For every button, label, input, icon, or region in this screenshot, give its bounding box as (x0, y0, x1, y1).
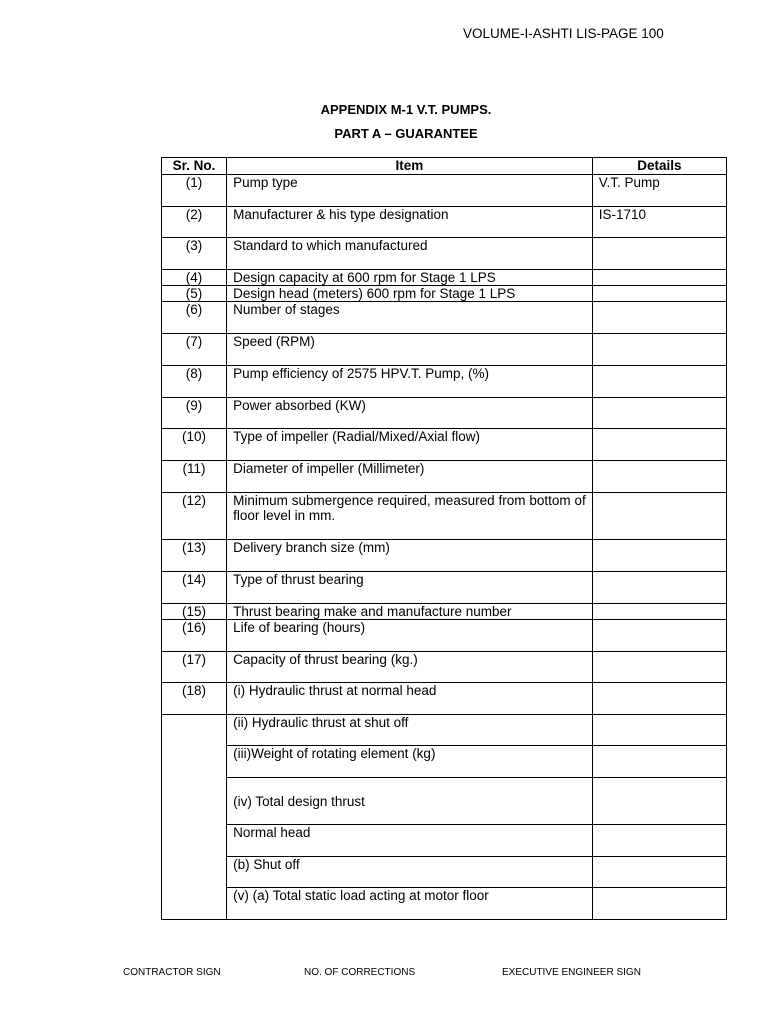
table-row (162, 715, 727, 746)
details-cell (592, 652, 726, 683)
table-row (162, 270, 727, 286)
sr-cell (162, 778, 227, 825)
details-cell (592, 620, 726, 652)
table-row (162, 857, 727, 888)
sr-cell (162, 857, 227, 888)
details-cell (592, 238, 726, 270)
table-row (162, 778, 727, 825)
corrections-label: NO. OF CORRECTIONS (304, 967, 416, 978)
item-cell: Manufacturer & his type designation (227, 207, 593, 238)
guarantee-table (161, 157, 727, 920)
item-cell: Pump efficiency of 2575 HPV.T. Pump, (%) (227, 366, 593, 398)
sr-cell (162, 825, 227, 857)
item-cell: (iv) Total design thrust (227, 778, 593, 825)
sr-cell: (16) (162, 620, 227, 652)
sr-cell (162, 888, 227, 920)
page-reference: VOLUME-I-ASHTI LIS-PAGE 100 (463, 26, 664, 41)
details-cell (592, 778, 726, 825)
item-cell: (iii)Weight of rotating element (kg) (227, 746, 593, 778)
item-cell: (ii) Hydraulic thrust at shut off (227, 715, 593, 746)
item-cell: Number of stages (227, 302, 593, 334)
details-cell (592, 715, 726, 746)
table-row (162, 334, 727, 366)
item-cell: (b) Shut off (227, 857, 593, 888)
item-cell: (i) Hydraulic thrust at normal head (227, 683, 593, 715)
item-cell: Power absorbed (KW) (227, 398, 593, 429)
item-cell: (v) (a) Total static load acting at motor floor (227, 888, 593, 920)
details-cell (592, 493, 726, 540)
part-title: PART A – GUARANTEE (334, 126, 478, 141)
sr-cell: (14) (162, 572, 227, 604)
details-cell (592, 366, 726, 398)
sr-cell: (12) (162, 493, 227, 540)
item-cell: Type of thrust bearing (227, 572, 593, 604)
sr-cell: (10) (162, 429, 227, 461)
details-cell (592, 429, 726, 461)
engineer-sign-label: EXECUTIVE ENGINEER SIGN (502, 967, 641, 978)
item-cell: Thrust bearing make and manufacture number (227, 604, 593, 620)
table-row (162, 238, 727, 270)
header-details: Details (592, 158, 726, 175)
details-cell: V.T. Pump (592, 175, 726, 207)
table-row (162, 746, 727, 778)
table-row (162, 461, 727, 493)
table-row (162, 207, 727, 238)
item-cell: Speed (RPM) (227, 334, 593, 366)
table-row (162, 652, 727, 683)
details-cell (592, 398, 726, 429)
details-cell (592, 888, 726, 920)
details-cell (592, 825, 726, 857)
item-cell: Delivery branch size (mm) (227, 540, 593, 572)
header-item: Item (227, 158, 593, 175)
table-row (162, 572, 727, 604)
sr-cell: (8) (162, 366, 227, 398)
item-cell: Normal head (227, 825, 593, 857)
table-row (162, 175, 727, 207)
details-cell (592, 302, 726, 334)
sr-cell: (9) (162, 398, 227, 429)
table-row (162, 825, 727, 857)
sr-cell (162, 715, 227, 746)
item-cell: Minimum submergence required, measured from bottom of floor level in mm. (227, 493, 593, 540)
table-header-row (162, 158, 727, 175)
details-cell (592, 746, 726, 778)
details-cell (592, 270, 726, 286)
details-cell (592, 604, 726, 620)
details-cell (592, 334, 726, 366)
sr-cell: (6) (162, 302, 227, 334)
details-cell: IS-1710 (592, 207, 726, 238)
sr-cell: (11) (162, 461, 227, 493)
table-row (162, 429, 727, 461)
contractor-sign-label: CONTRACTOR SIGN (123, 967, 221, 978)
sr-cell: (18) (162, 683, 227, 715)
item-cell: Life of bearing (hours) (227, 620, 593, 652)
sr-cell: (13) (162, 540, 227, 572)
item-cell: Pump type (227, 175, 593, 207)
item-cell: Capacity of thrust bearing (kg.) (227, 652, 593, 683)
item-cell: Type of impeller (Radial/Mixed/Axial flow) (227, 429, 593, 461)
sr-cell: (15) (162, 604, 227, 620)
details-cell (592, 286, 726, 302)
sr-cell: (3) (162, 238, 227, 270)
table-row (162, 398, 727, 429)
details-cell (592, 857, 726, 888)
table-row (162, 888, 727, 920)
item-cell: Diameter of impeller (Millimeter) (227, 461, 593, 493)
appendix-title: APPENDIX M-1 V.T. PUMPS. (320, 102, 492, 117)
sr-cell: (2) (162, 207, 227, 238)
sr-cell: (4) (162, 270, 227, 286)
sr-cell: (17) (162, 652, 227, 683)
sr-cell: (5) (162, 286, 227, 302)
item-cell: Standard to which manufactured (227, 238, 593, 270)
table-row (162, 540, 727, 572)
table-row (162, 302, 727, 334)
sr-cell (162, 746, 227, 778)
details-cell (592, 540, 726, 572)
details-cell (592, 572, 726, 604)
sr-cell: (1) (162, 175, 227, 207)
details-cell (592, 461, 726, 493)
table-row (162, 493, 727, 540)
details-cell (592, 683, 726, 715)
table-row (162, 366, 727, 398)
table-row (162, 286, 727, 302)
item-cell: Design head (meters) 600 rpm for Stage 1 LPS (227, 286, 593, 302)
sr-cell: (7) (162, 334, 227, 366)
item-cell: Design capacity at 600 rpm for Stage 1 LPS (227, 270, 593, 286)
table-row (162, 683, 727, 715)
header-sr-no: Sr. No. (162, 158, 227, 175)
table-row (162, 620, 727, 652)
table-row (162, 604, 727, 620)
